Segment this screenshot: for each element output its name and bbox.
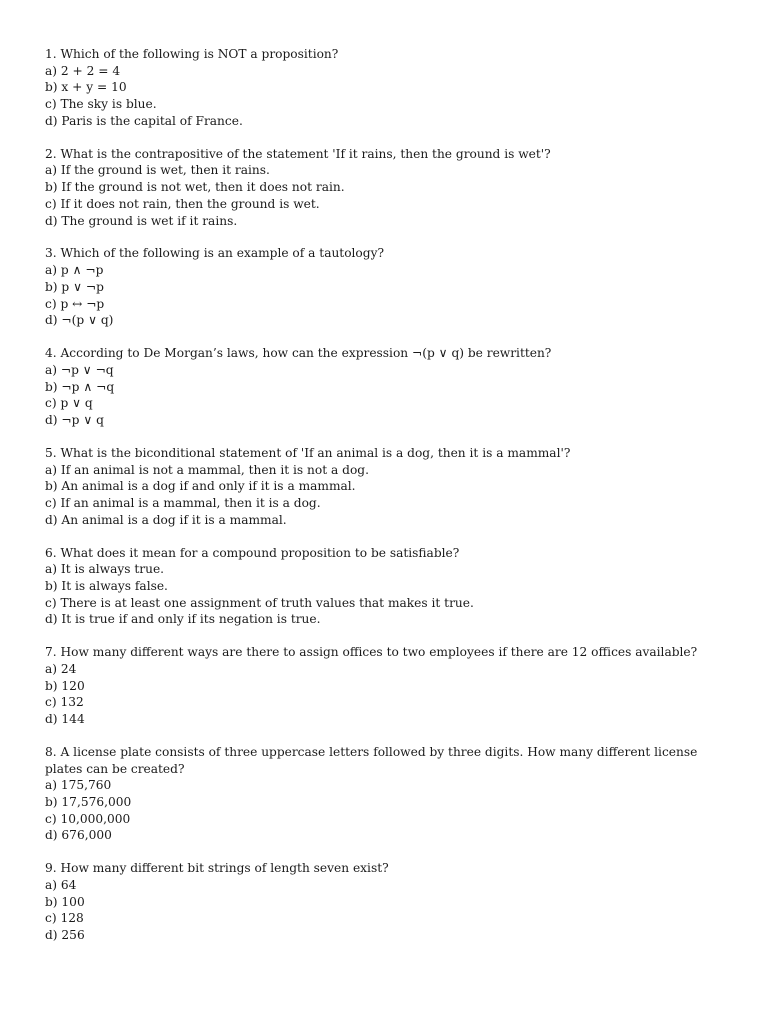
question-4 [45,345,735,429]
answer-option-a: a) If the ground is wet, then it rains. [45,163,270,178]
question-7 [45,644,735,728]
answer-option-a: a) 64 [45,878,77,893]
question-1 [45,46,735,130]
answer-option-b: b) 120 [45,678,85,693]
question-text: 2. What is the contrapositive of the statement 'If it rains, then the ground is wet'? [45,146,551,161]
answer-option-c: c) 132 [45,695,84,710]
answer-option-b: b) 100 [45,894,85,909]
question-text: 8. A license plate consists of three uppercase letters followed by three digits. How many different license plates can be created? [45,744,702,776]
question-text: 4. According to De Morgan’s laws, how can the expression ¬(p ∨ q) be rewritten? [45,346,552,361]
answer-option-c: c) There is at least one assignment of truth values that makes it true. [45,595,474,610]
answer-option-a: a) If an animal is not a mammal, then it is not a dog. [45,462,369,477]
answer-option-c: c) If an animal is a mammal, then it is a dog. [45,495,321,510]
answer-option-a: a) 2 + 2 = 4 [45,63,121,78]
answer-option-d: d) An animal is a dog if it is a mammal. [45,512,287,527]
answer-option-c: c) The sky is blue. [45,97,157,112]
question-9 [45,860,735,944]
answer-option-d: d) ¬(p ∨ q) [45,313,114,328]
answer-option-a: a) It is always true. [45,562,165,577]
answer-option-c: c) p ↔ ¬p [45,296,105,311]
answer-option-d: d) 676,000 [45,828,112,843]
answer-option-b: b) x + y = 10 [45,80,127,95]
answer-option-c: c) p ∨ q [45,396,93,411]
answer-option-b: b) If the ground is not wet, then it does not rain. [45,180,345,195]
answer-option-a: a) 24 [45,661,77,676]
question-text: 3. Which of the following is an example of a tautology? [45,246,384,261]
question-text: 7. How many different ways are there to assign offices to two employees if there are 12 offices available? [45,645,698,660]
answer-option-a: a) p ∧ ¬p [45,263,104,278]
question-8 [45,744,735,844]
document-page [45,46,735,960]
answer-option-d: d) The ground is wet if it rains. [45,213,238,228]
answer-option-b: b) 17,576,000 [45,795,132,810]
answer-option-a: a) 175,760 [45,778,112,793]
question-text: 5. What is the biconditional statement of 'If an animal is a dog, then it is a mammal'? [45,445,571,460]
answer-option-d: d) 256 [45,928,85,943]
answer-option-d: d) ¬p ∨ q [45,412,104,427]
answer-option-b: b) ¬p ∧ ¬q [45,379,115,394]
answer-option-a: a) ¬p ∨ ¬q [45,362,114,377]
answer-option-b: b) An animal is a dog if and only if it is a mammal. [45,479,356,494]
answer-option-d: d) 144 [45,712,85,727]
question-5 [45,445,735,529]
question-2 [45,146,735,230]
answer-option-b: b) p ∨ ¬p [45,279,104,294]
question-text: 1. Which of the following is NOT a proposition? [45,47,339,61]
answer-option-c: c) If it does not rain, then the ground is wet. [45,196,320,211]
answer-option-c: c) 128 [45,911,84,926]
question-text: 9. How many different bit strings of length seven exist? [45,861,389,876]
answer-option-d: d) Paris is the capital of France. [45,113,243,128]
answer-option-b: b) It is always false. [45,578,168,593]
question-text: 6. What does it mean for a compound proposition to be satisfiable? [45,545,460,560]
question-6 [45,545,735,629]
question-3 [45,245,735,329]
answer-option-c: c) 10,000,000 [45,811,131,826]
answer-option-d: d) It is true if and only if its negation is true. [45,612,321,627]
